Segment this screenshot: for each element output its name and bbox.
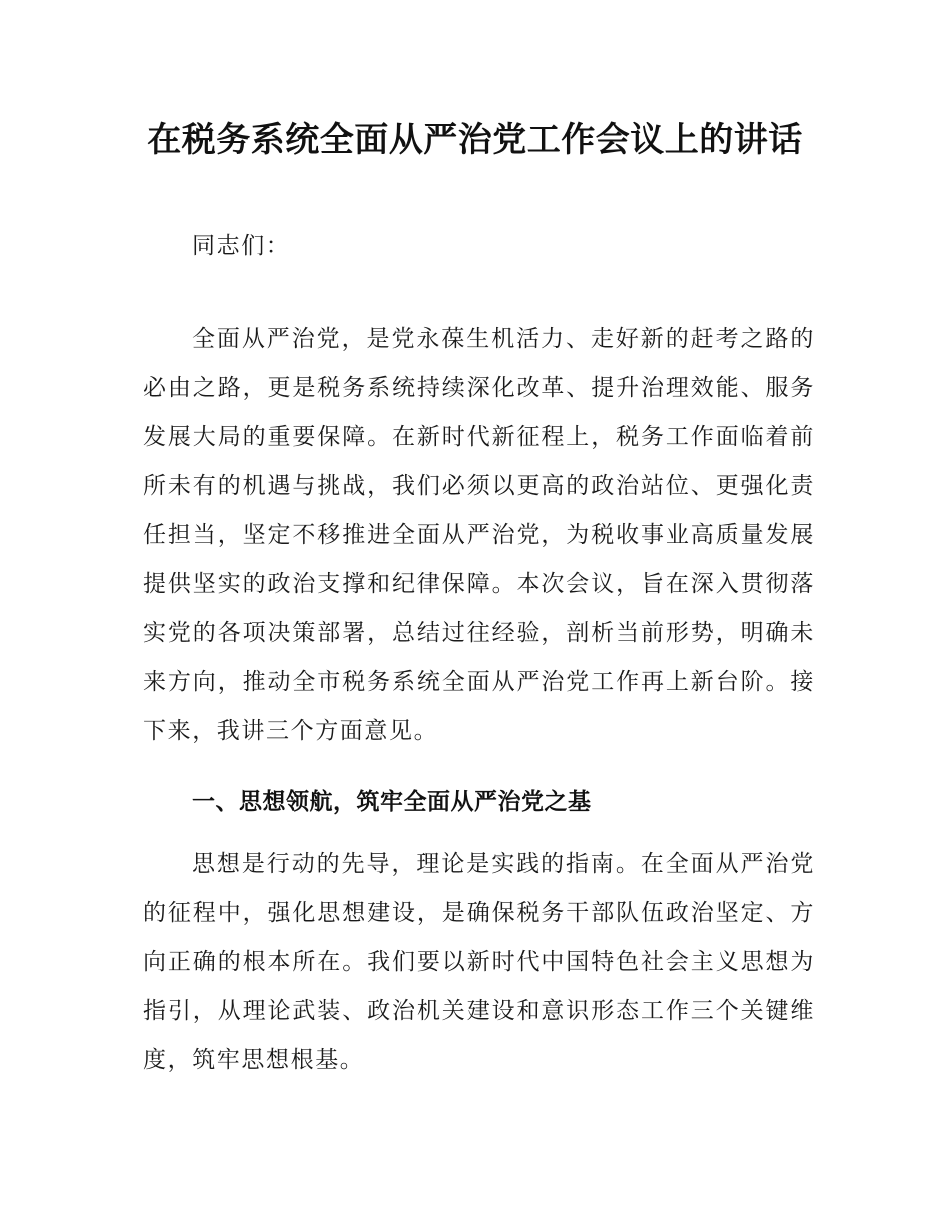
paragraph-section-one [143,840,815,1085]
section-heading: 一、思想领航，筑牢全面从严治党之基 [192,789,592,815]
paragraph-text: 全面从严治党，是党永葆生机活力、走好新的赶考之路的必由之路，更是税务系统持续深化改革、提升治理效能、服务发展大局的重要保障。在新时代新征程上，税务工作面临着前所未有的机遇与挑战，我们必须以更高的政治站位、更强化责任担当，坚定不移推进全面从严治党，为税收事业高质量发展提供坚实的政治支撑和纪律保障。本次会议，旨在深入贯彻落实党的各项决策部署，总结过往经验，剖析当前形势，明确未来方向，推动全市税务系统全面从严治党工作再上新台阶。接下来，我讲三个方面意见。 [143,326,815,744]
paragraph-intro [143,315,815,756]
salutation: 同志们： [192,233,291,259]
paragraph-text: 思想是行动的先导，理论是实践的指南。在全面从严治党的征程中，强化思想建设，是确保税务干部队伍政治坚定、方向正确的根本所在。我们要以新时代中国特色社会主义思想为指引，从理论武装、政治机关建设和意识形态工作三个关键维度，筑牢思想根基。 [143,851,815,1073]
document-title: 在税务系统全面从严治党工作会议上的讲话 [147,120,803,160]
